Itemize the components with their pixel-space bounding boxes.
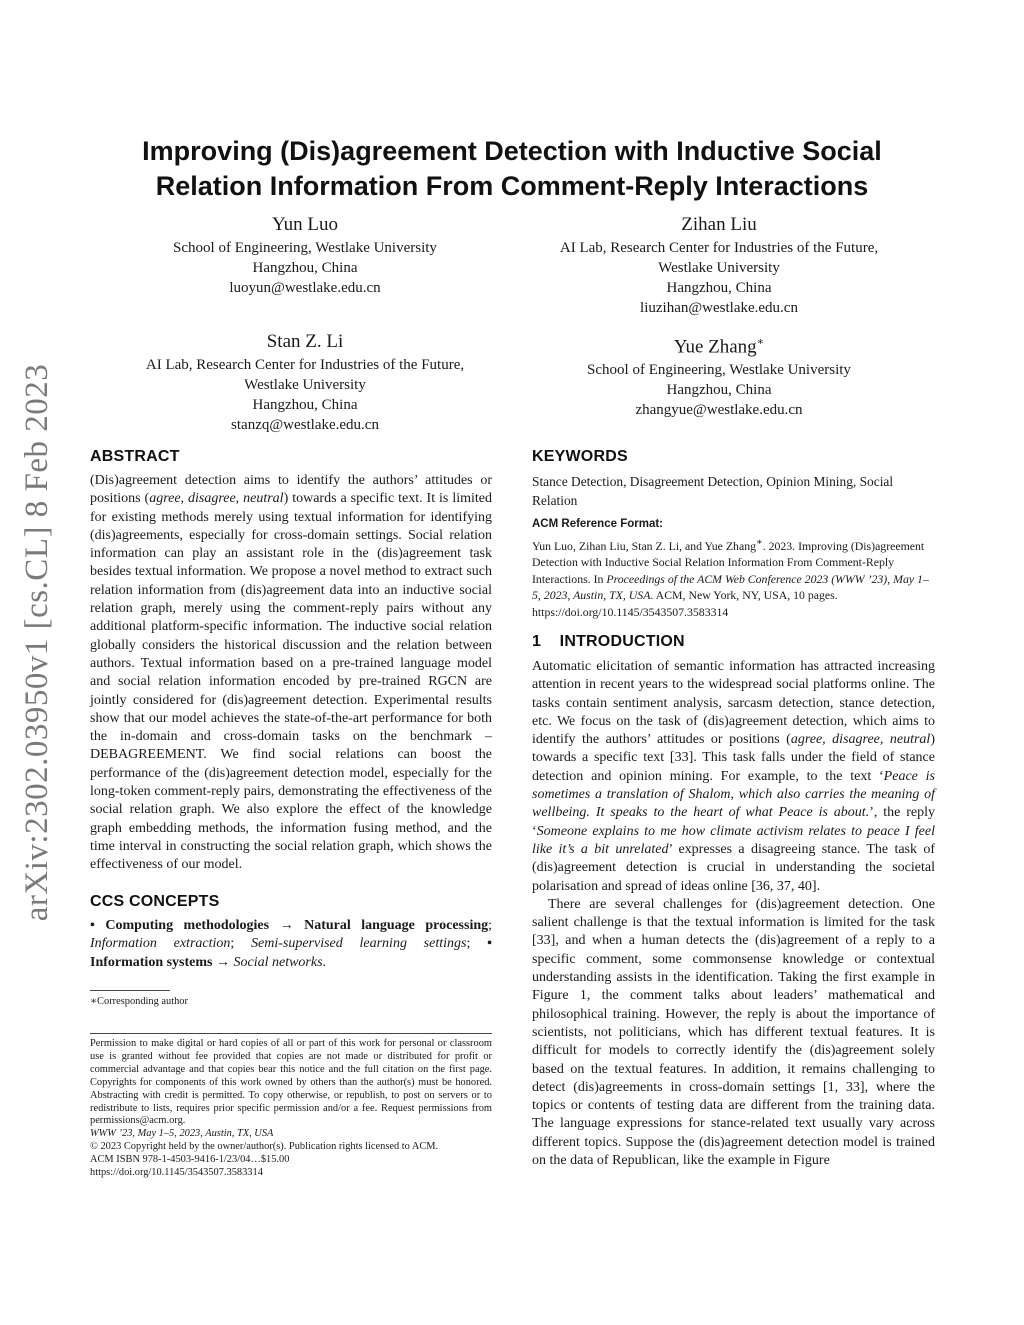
author-name-text: Yue Zhang [673,336,757,358]
author-name: Stan Z. Li [266,331,344,352]
copyright-line: © 2023 Copyright held by the owner/author(s). Publication rights licensed to ACM. [90,1141,439,1153]
author-affiliation: AI Lab, Research Center for Industries of the Future, [145,357,465,373]
author-location: Hangzhou, China [252,397,358,413]
reference-publisher: . ACM, New York, NY, USA, 10 pages. https://doi.org/10.1145/3543507.3583314 [532,588,838,619]
intro-text: Automatic elicitation of semantic information has attracted increasing attention in recent years to the widespread social platforms online. The tasks contain sentiment analysis, sarcasm detection, stance detection, etc. We focus on the task of (dis)agreement detection, which aims to identify the authors’ attitudes or positions ( [532,659,935,748]
footnote-rule [90,990,170,991]
author-name: Yun Luo [272,214,338,235]
title-line-1: Improving (Dis)agreement Detection with Inductive Social [142,136,882,166]
title-line-2: Relation Information From Comment-Reply Interactions [155,171,869,201]
author-name: Zihan Liu [681,214,757,235]
intro-italic: agree, disagree, neutral [790,732,931,748]
ccs-section [90,892,492,972]
intro-quote-comment: Peace is sometimes a translation of Shalom, which also carries the meaning of wellbeing. It speaks to the heart of what Peace is about. [532,768,935,821]
author-affiliation: School of Engineering, Westlake University [587,362,851,379]
author-location: Hangzhou, China [666,280,772,296]
ccs-end: . [322,954,327,970]
author-email: liuzihan@westlake.edu.cn [640,300,798,316]
reference-proceedings: Proceedings of the ACM Web Conference 2023 (WWW ’23), May 1–5, 2023, Austin, TX, USA [532,571,929,603]
author-affiliation: School of Engineering, Westlake University [173,240,437,256]
ccs-concept-1: • Computing methodologies [90,918,270,933]
intro-text: ’, the reply ‘ [532,805,935,839]
intro-quote-reply: Someone explains to me how climate activism relates to peace I feel like it’s a bit unrelated [532,823,935,857]
paper-title [90,134,934,204]
author-email: luoyun@westlake.edu.cn [229,280,381,296]
doi-line: https://doi.org/10.1145/3543507.3583314 [90,1167,263,1179]
permission-text: Permission to make digital or hard copies of all or part of this work for personal or classroom use is granted without fee provided that copies are not made or distributed for profit or commercial advantage and that copies bear this notice and the full citation on the first page. Copyrights for components of this work owned by others than the author(s) must be honored. Abstracting with credit is permitted. To copy otherwise, or republish, to post on servers or to redistribute to lists, requires prior specific permission and/or a fee. Request permissions from permissions@acm.org. [90,1038,492,1127]
reference-format-text [532,535,935,621]
ccs-heading: CCS CONCEPTS [90,893,220,910]
ccs-concept-2: • Information systems [90,936,492,970]
permission-block [90,1038,492,1180]
ccs-text [90,917,492,972]
abstract-text-a: (Dis)agreement detection aims to identify the authors’ attitudes or positions ( [90,473,492,507]
ccs-separator: ; [230,936,252,952]
author-location: Hangzhou, China [666,382,772,399]
keywords-text: Stance Detection, Disagreement Detection, Opinion Mining, Social Relation [532,474,894,508]
ccs-term: Social networks [233,954,323,970]
corresponding-author-mark: ∗ [756,336,765,348]
author-name [504,330,934,359]
introduction-paragraph-1 [532,658,935,896]
abstract-text-italic: agree, disagree, neutral [149,491,284,507]
introduction-section [532,632,935,1170]
abstract-heading: ABSTRACT [90,448,180,465]
author-location: Hangzhou, China [252,260,358,276]
arxiv-identifier [8,352,68,932]
author-affiliation-2: Westlake University [244,377,366,393]
abstract-text-b: ) towards a specific text. It is limited for existing methods merely using textual information for identifying (dis)agreements, especially for cross-domain settings. Social relation information can play an assistant role in the (dis)agreement task besides textual information. We propose a novel method to extract such relation information from (dis)agreement data into an inductive social relation graph, merely using the comment-reply pairs without any additional platform-specific information. The inductive social relation globally considers the historical discussion and the relation between authors. Textual information based on a pre-trained language model and social relation information encoded by pre-trained RGCN are jointly considered for (dis)agreement detection. Experimental results show that our model achieves the state-of-the-art performance for both the in-domain and cross-domain tasks on the benchmark – DEBAGREEMENT. We find social relations can boost the performance of the (dis)agreement detection model, especially for the long-token comment-reply pairs, demonstrating the effectiveness of the social relation graph. We also explore the effect of the knowledge graph embedding methods, the information fusing method, and the time interval in constructing the social relation graph, which shows the effectiveness of our model. [90,491,492,873]
abstract-text [90,472,492,875]
ccs-concept-1-sub: Natural language processing [304,918,489,933]
introduction-heading: 1 INTRODUCTION [532,633,685,650]
author-affiliation: AI Lab, Research Center for Industries of the Future, [559,240,879,256]
keywords-section [532,447,935,510]
intro-text: ) towards a specific text [33]. This task falls under the field of stance detection and opinion mining. For example, to the text ‘ [532,732,935,784]
reference-format-heading: ACM Reference Format: [532,518,663,530]
reference-sup: ∗ [756,536,763,548]
author-email: zhangyue@westlake.edu.cn [635,402,803,419]
reference-format-section [532,516,935,620]
isbn-line: ACM ISBN 978-1-4503-9416-1/23/04…$15.00 [90,1154,290,1166]
arxiv-identifier-text: arXiv:2302.03950v1 [cs.CL] 8 Feb 2023 [19,363,56,921]
keywords-heading: KEYWORDS [532,448,628,465]
reference-authors: Yun Luo, Zihan Liu, Stan Z. Li, and Yue Zhang [532,538,756,553]
ccs-term: Information extraction [90,936,231,952]
author-block-3 [90,330,520,435]
ccs-arrow: → [212,954,234,970]
conference-info: WWW ’23, May 1–5, 2023, Austin, TX, USA [90,1128,274,1140]
reference-title: . 2023. Improving (Dis)agreement Detection with Inductive Social Relation Information From Comment-Reply Interactions. In [532,538,925,586]
author-email: stanzq@westlake.edu.cn [231,417,379,433]
footnote: ∗Corresponding author [90,996,188,1007]
ccs-separator: ; [488,918,493,933]
author-block-1 [90,213,520,298]
author-block-2 [504,213,934,318]
ccs-term: Semi-supervised learning settings [251,936,467,952]
abstract-section [90,447,492,875]
author-block-4 [504,330,934,420]
introduction-paragraph-2: There are several challenges for (dis)agreement detection. One salient challenge is that the textual information is limited for the task [33], and when a human detects the (dis)agreement of a reply to a specific comment, some commonsense knowledge or contextual understanding assists in the identification. Taking the first example in Figure 1, the comment talks about leaders’ mathematical and philosophical training. However, the reply is about the importance of scientists, not politicians, which has different textual features. It is difficult for models to correctly identify the (dis)agreement solely based on the textual features. In addition, it remains challenging to detect (dis)agreements in cross-domain settings [1, 33], where the topics or contents of testing data are different from the training data. The language expressions for stance-related text usually vary across different topics. Suppose the (dis)agreement detection model is trained on the data of Republican, like the example in Figure [532,896,935,1169]
ccs-arrow: → [269,918,305,933]
author-affiliation-2: Westlake University [658,260,780,276]
intro-text: ’ expresses a disagreeing stance. The task of (dis)agreement detection is crucial in understanding the societal polarisation and spread of ideas online [36, 37, 40]. [532,841,935,894]
permission-rule [90,1033,492,1034]
ccs-separator: ; [466,936,488,952]
